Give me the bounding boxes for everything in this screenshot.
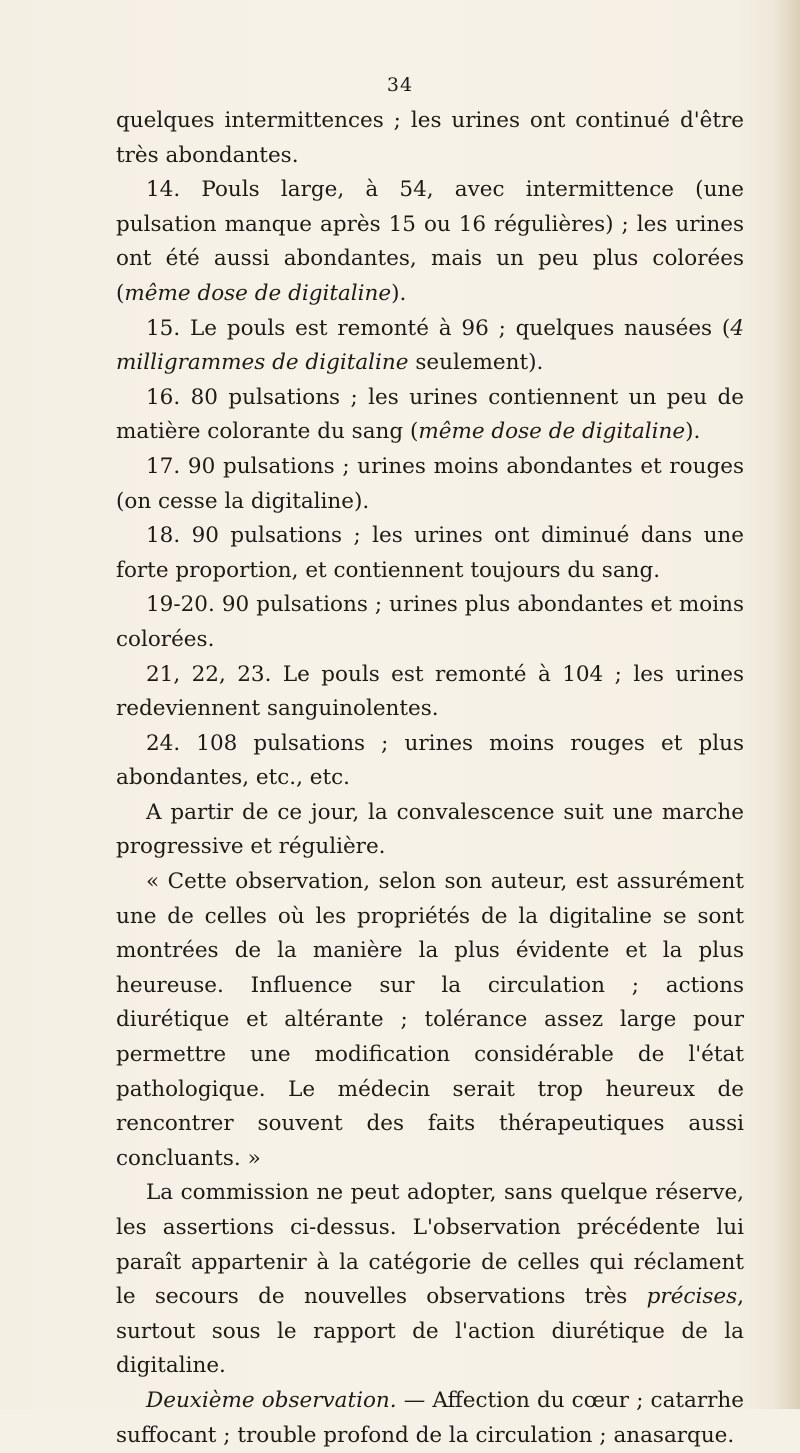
italic-run: même dose de digitaline (418, 419, 686, 445)
paragraph-day-24 (116, 727, 744, 796)
text-run: 16. 80 pulsations ; les urines contiennent un peu de matière colorante du sang ( (116, 384, 744, 445)
text-run: , surtout sous le rapport de l'action diurétique de la digitaline. (116, 1284, 744, 1379)
text-run: 15. Le pouls est remonté à 96 ; quelques nausées ( (146, 315, 731, 341)
text-run: quelques intermittences ; les urines ont continué d'être très abondantes. (116, 108, 744, 168)
page-edge-shadow (774, 0, 800, 1409)
page-number: 34 (386, 74, 414, 96)
text-run: La commission ne peut adopter, sans quelque réserve, les assertions ci-dessus. L'observation précédente lui paraît appartenir à la catégorie de celles qui réclament le secours de nouvelles observations très (116, 1180, 744, 1310)
text-run: 17. 90 pulsations ; urines moins abondantes et rouges (on cesse la digitaline). (116, 453, 744, 514)
body-text (116, 104, 744, 1453)
paragraph-convalescence (116, 796, 744, 865)
text-run: 21, 22, 23. Le pouls est remonté à 104 ; les urines redeviennent sanguinolentes. (116, 661, 744, 722)
text-run: A partir de ce jour, la convalescence suit une marche progressive et régulière. (116, 799, 744, 860)
paragraph-second-observation (116, 1384, 744, 1453)
paragraph-day-18 (116, 519, 744, 588)
paragraph-day-15 (116, 312, 744, 381)
text-run: 18. 90 pulsations ; les urines ont diminué dans une forte proportion, et contiennent toujours du sang. (116, 523, 744, 583)
text-run: « Cette observation, selon son auteur, est assurément une de celles où les propriétés de la digitaline se sont montrées de la manière la plus évidente et la plus heureuse. Influence sur la circulation ; actions diurétique et altérante ; tolérance assez large pour permettre une modification considérable de l'état pathologique. Le médecin serait trop heureux de rencontrer souvent des faits thérapeutiques aussi concluants. » (116, 869, 744, 1171)
text-run: ). (685, 419, 701, 445)
paragraph-day-16 (116, 381, 744, 450)
paragraph-quotation (116, 865, 744, 1176)
section-heading-italic: Deuxième observation. (146, 1387, 397, 1413)
italic-run: même dose de digitaline (124, 280, 392, 306)
text-run: 24. 108 pulsations ; urines moins rouges et plus abondantes, etc., etc. (116, 730, 744, 791)
paragraph-commission (116, 1176, 744, 1384)
text-run: seulement). (408, 350, 544, 376)
italic-run: précises (646, 1284, 738, 1310)
paragraph-continuation (116, 104, 744, 173)
text-run: 19-20. 90 pulsations ; urines plus abondantes et moins colorées. (116, 592, 744, 652)
text-run: — Affection du cœur ; catarrhe suffocant ; trouble profond de la circulation ; anasarque. (116, 1387, 744, 1448)
text-run: ). (391, 280, 407, 306)
paragraph-day-19-20 (116, 588, 744, 657)
text-run: 14. Pouls large, à 54, avec intermittence (une pulsation manque après 15 ou 16 régulières) ; les urines ont été aussi abondantes, mais un peu plus colorées ( (116, 177, 744, 306)
paragraph-day-14 (116, 173, 744, 311)
paragraph-day-17 (116, 450, 744, 519)
italic-run: 4 milligrammes de digitaline (116, 315, 744, 376)
paragraph-day-21-23 (116, 658, 744, 727)
